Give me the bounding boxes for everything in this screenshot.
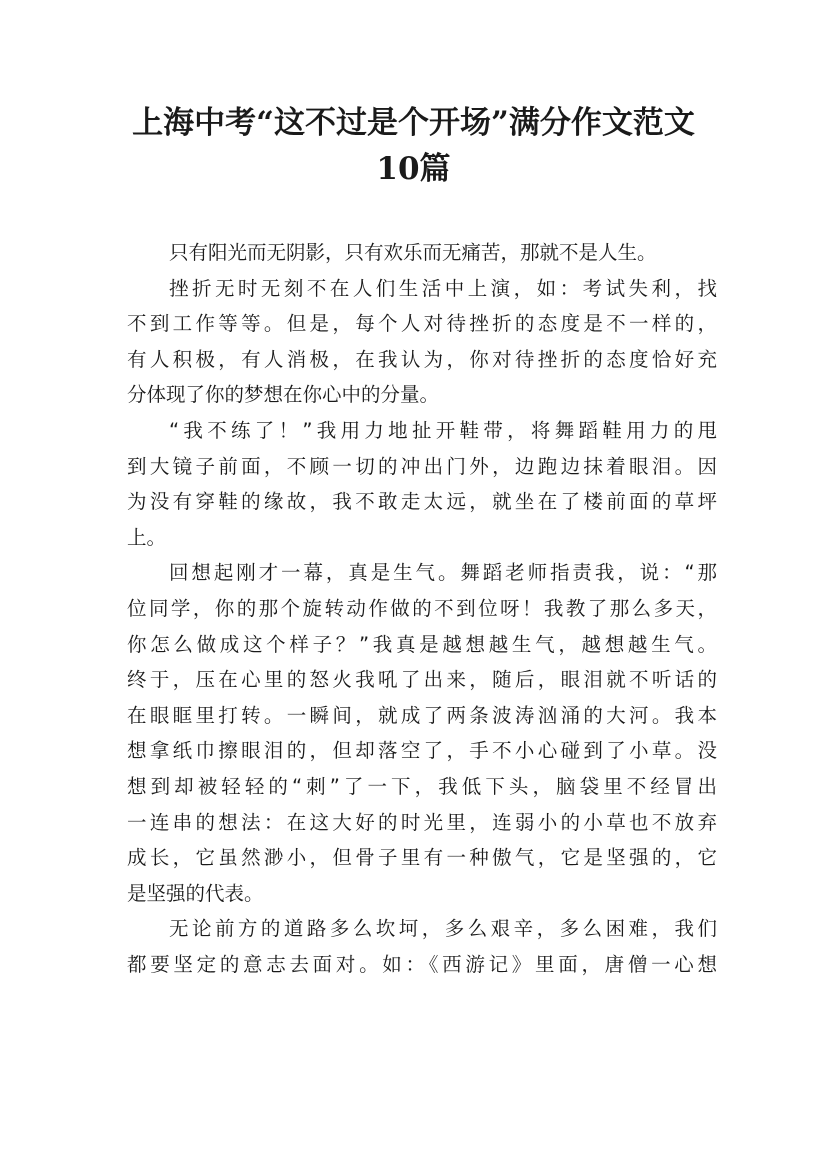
body-line: 为没有穿鞋的缘故，我不敢走太远，就坐在了楼前面的草坪 bbox=[127, 490, 717, 514]
body-line: 在眼眶里打转。一瞬间，就成了两条波涛汹涌的大河。我本 bbox=[127, 703, 717, 727]
body-line: “我不练了！”我用力地扯开鞋带，将舞蹈鞋用力的甩 bbox=[169, 418, 717, 442]
body-line: 有人积极，有人消极，在我认为，你对待挫折的态度恰好充 bbox=[127, 347, 717, 371]
body-line: 分体现了你的梦想在你心中的分量。 bbox=[127, 383, 440, 407]
body-line: 挫折无时无刻不在人们生活中上演，如：考试失利，找 bbox=[169, 276, 717, 300]
body-line: 想拿纸巾擦眼泪的，但却落空了，手不小心碰到了小草。没 bbox=[127, 739, 717, 763]
document-body bbox=[127, 235, 717, 982]
body-line: 到大镜子前面，不顾一切的冲出门外，边跑边抹着眼泪。因 bbox=[127, 454, 717, 478]
body-line: 终于，压在心里的怒火我吼了出来，随后，眼泪就不听话的 bbox=[127, 668, 717, 692]
body-line: 成长，它虽然渺小，但骨子里有一种傲气，它是坚强的，它 bbox=[127, 846, 717, 870]
body-line: 想到却被轻轻的“刺”了一下，我低下头，脑袋里不经冒出 bbox=[127, 774, 717, 798]
body-line: 不到工作等等。但是，每个人对待挫折的态度是不一样的， bbox=[127, 312, 717, 336]
body-line: 你怎么做成这个样子？”我真是越想越生气，越想越生气。 bbox=[127, 632, 717, 656]
document-title-line-2: 10篇 bbox=[376, 151, 451, 187]
body-line: 只有阳光而无阴影，只有欢乐而无痛苦，那就不是人生。 bbox=[169, 241, 657, 264]
body-line: 一连串的想法：在这大好的时光里，连弱小的小草也不放弃 bbox=[127, 810, 717, 834]
body-line: 是坚强的代表。 bbox=[127, 881, 264, 905]
body-line: 上。 bbox=[127, 525, 167, 549]
body-line: 回想起刚才一幕，真是生气。舞蹈老师指责我，说：“那 bbox=[169, 561, 717, 585]
body-line: 无论前方的道路多么坎坷，多么艰辛，多么困难，我们 bbox=[169, 917, 717, 941]
document-title-line-1: 上海中考“这不过是个开场”满分作文范文 bbox=[132, 105, 695, 141]
body-line: 位同学，你的那个旋转动作做的不到位呀！我教了那么多天， bbox=[127, 596, 717, 620]
body-line: 都要坚定的意志去面对。如：《西游记》里面，唐僧一心想 bbox=[127, 952, 717, 976]
